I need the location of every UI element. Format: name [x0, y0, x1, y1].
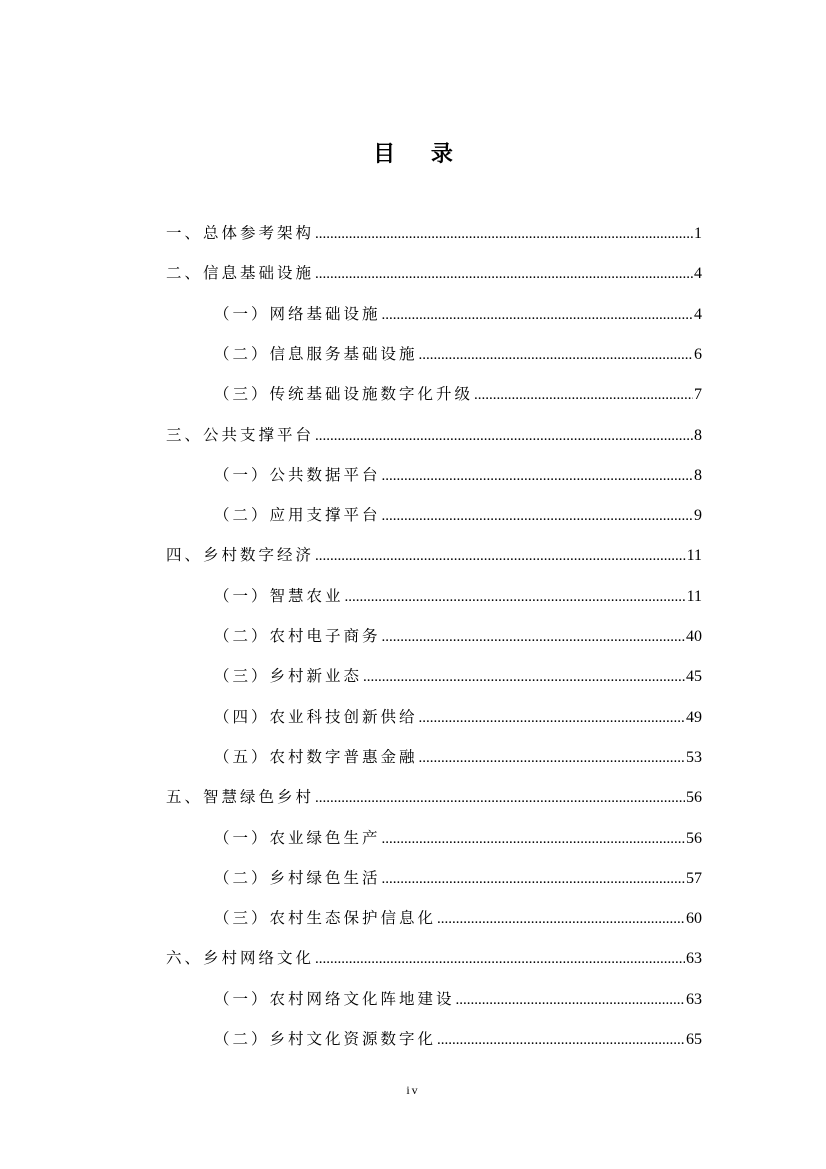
toc-leader-dots: [363, 669, 685, 686]
toc-entry-page: 4: [694, 265, 702, 282]
toc-leader-dots: [382, 831, 685, 848]
toc-entry-page: 1: [694, 225, 702, 242]
toc-entry-label: （四）农业科技创新供给: [214, 708, 418, 726]
toc-entry-label: （二）乡村绿色生活: [214, 869, 381, 887]
toc-entry[interactable]: [214, 463, 702, 493]
toc-entry-label: （一）网络基础设施: [214, 305, 381, 323]
toc-entry-label: （一）农业绿色生产: [214, 829, 381, 847]
toc-entry-page: 57: [686, 870, 702, 887]
toc-entry-page: 56: [686, 789, 702, 806]
toc-leader-dots: [437, 911, 685, 928]
toc-entry[interactable]: [166, 785, 702, 815]
toc-entry-page: 49: [686, 709, 702, 726]
toc-entry-label: 三、公共支撑平台: [166, 426, 315, 444]
toc-leader-dots: [474, 387, 693, 404]
toc-entry-label: （五）农村数字普惠金融: [214, 748, 418, 766]
toc-entry-page: 40: [686, 628, 702, 645]
toc-entry[interactable]: [214, 503, 702, 533]
toc-entry-label: （二）乡村文化资源数字化: [214, 1030, 437, 1048]
toc-entry-label: 二、信息基础设施: [166, 264, 315, 282]
toc-entry-page: 4: [694, 306, 702, 323]
toc-entry-label: （二）应用支撑平台: [214, 506, 381, 524]
toc-entry-page: 63: [686, 991, 702, 1008]
toc-entry-page: 53: [686, 749, 702, 766]
toc-entry-page: 8: [694, 467, 702, 484]
toc-entry-label: （二）信息服务基础设施: [214, 345, 418, 363]
toc-entry[interactable]: [214, 624, 702, 654]
toc-leader-dots: [456, 992, 685, 1009]
toc-entry-page: 60: [686, 910, 702, 927]
toc-leader-dots: [315, 951, 685, 968]
toc-entry[interactable]: [214, 1027, 702, 1057]
toc-leader-dots: [382, 629, 685, 646]
toc-entry-label: （一）农村网络文化阵地建设: [214, 990, 455, 1008]
toc-entry-label: （三）传统基础设施数字化升级: [214, 385, 474, 403]
toc-entry[interactable]: [214, 745, 702, 775]
toc-entry-page: 63: [686, 950, 702, 967]
toc-leader-dots: [315, 548, 686, 565]
toc-entry-page: 9: [694, 507, 702, 524]
toc-entry[interactable]: [166, 261, 702, 291]
toc-entry-page: 7: [694, 386, 702, 403]
toc-entry-label: （三）乡村新业态: [214, 667, 363, 685]
toc-leader-dots: [315, 790, 685, 807]
toc-leader-dots: [382, 508, 693, 525]
toc-entry[interactable]: [166, 946, 702, 976]
toc-entry[interactable]: [214, 866, 702, 896]
toc-leader-dots: [419, 710, 685, 727]
toc-entry[interactable]: [214, 342, 702, 372]
toc-entry[interactable]: [214, 302, 702, 332]
toc-entry-page: 11: [686, 547, 702, 564]
page-title: 目 录: [373, 141, 467, 167]
toc-leader-dots: [345, 589, 686, 606]
toc-leader-dots: [382, 307, 693, 324]
toc-entry-page: 56: [686, 830, 702, 847]
toc-entry[interactable]: [214, 987, 702, 1017]
toc-entry[interactable]: [166, 221, 702, 251]
toc-entry[interactable]: [214, 584, 702, 614]
toc-entry-page: 45: [686, 668, 702, 685]
toc-entry[interactable]: [166, 543, 702, 573]
toc-leader-dots: [437, 1032, 685, 1049]
toc-entry-label: 四、乡村数字经济: [166, 546, 315, 564]
toc-entry-page: 8: [694, 427, 702, 444]
toc-entry-label: 五、智慧绿色乡村: [166, 788, 315, 806]
toc-entry[interactable]: [214, 826, 702, 856]
toc-entry-label: 一、总体参考架构: [166, 224, 315, 242]
toc-leader-dots: [419, 750, 685, 767]
toc-entry-page: 6: [694, 346, 702, 363]
page-number-footer: iv: [406, 1083, 420, 1097]
toc-entry[interactable]: [214, 664, 702, 694]
toc-entry-label: （二）农村电子商务: [214, 627, 381, 645]
toc-leader-dots: [419, 347, 693, 364]
toc-entry[interactable]: [214, 906, 702, 936]
toc-leader-dots: [382, 468, 693, 485]
toc-leader-dots: [382, 871, 685, 888]
toc-entry-label: （一）公共数据平台: [214, 466, 381, 484]
toc-leader-dots: [315, 428, 693, 445]
toc-entry[interactable]: [214, 705, 702, 735]
toc-leader-dots: [315, 266, 693, 283]
toc-entry-page: 65: [686, 1031, 702, 1048]
toc-entry-page: 11: [686, 588, 702, 605]
toc-entry-label: 六、乡村网络文化: [166, 949, 315, 967]
toc-entry-label: （一）智慧农业: [214, 587, 344, 605]
toc-entry-label: （三）农村生态保护信息化: [214, 909, 437, 927]
toc-entry[interactable]: [166, 423, 702, 453]
toc-entry[interactable]: [214, 382, 702, 412]
toc-leader-dots: [315, 226, 693, 243]
